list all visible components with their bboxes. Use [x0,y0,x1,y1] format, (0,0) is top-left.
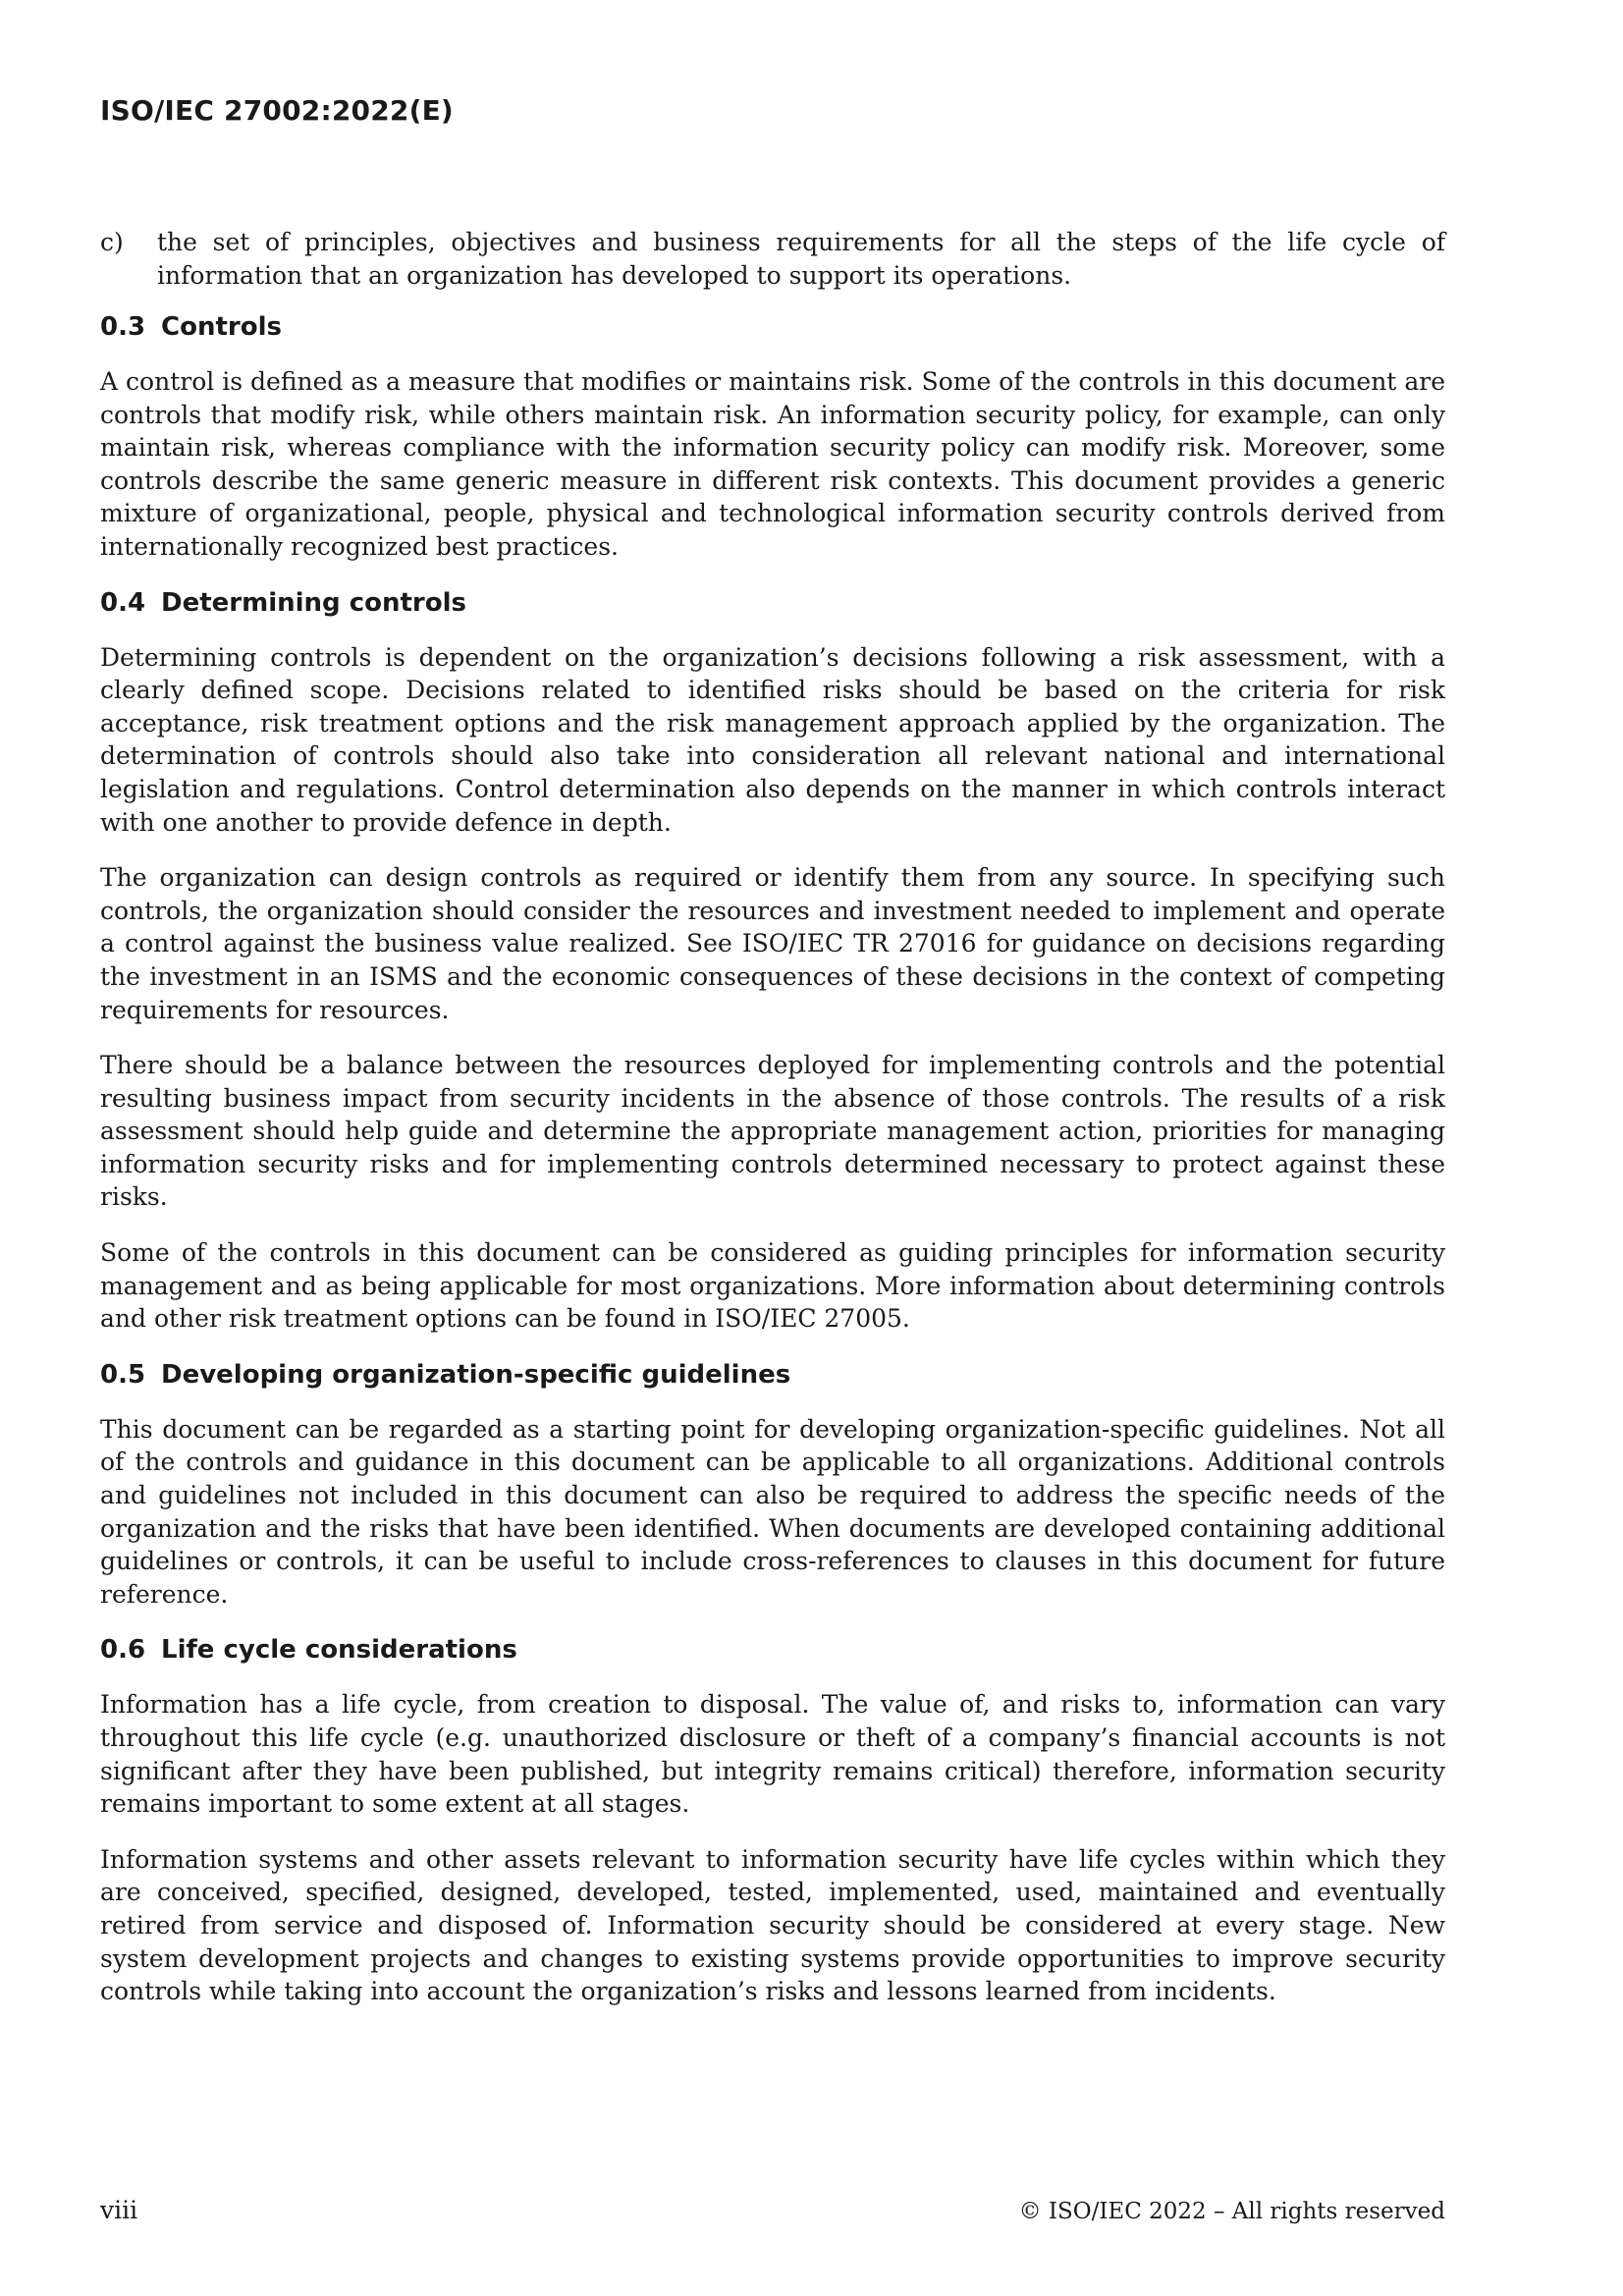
paragraph: There should be a balance between the resources deployed for implementing controls and the potential resulting business impact from security incidents in the absence of those controls. The results of a risk assessment should help guide and determine the appropriate management action, priorities for managing information security risks and for implementing controls determined necessary to protect against these risks. [100,1051,1445,1212]
section-number: 0.6 [100,1635,146,1666]
paragraph: Determining controls is dependent on the organization’s decisions following a risk assessment, with a clearly defined scope. Decisions related to identified risks should be based on the criteria for risk acceptance, risk treatment options and the risk management approach applied by the organization. The determination of controls should also take into consideration all relevant national and international legislation and regulations. Control determination also depends on the manner in which controls interact with one another to provide defence in depth. [100,642,1445,837]
section-heading-0-5 [100,1358,1445,1392]
section-number: 0.4 [100,587,146,618]
section-number: 0.5 [100,1359,146,1390]
section-title: Developing organization-specific guidelines [161,1359,791,1390]
list-marker: c) [100,228,124,256]
paragraph: Some of the controls in this document can be considered as guiding principles for information security management and as being applicable for most organizations. More information about determining controls and other risk treatment options can be found in ISO/IEC 27005. [100,1238,1445,1334]
section-heading-0-6 [100,1633,1445,1667]
section-number: 0.3 [100,312,146,342]
paragraph: This document can be regarded as a starting point for developing organization-specific guidelines. Not all of the controls and guidance in this document can be applicable to all organizations. Additional controls and guidelines not included in this document can also be required to address the specific needs of the organization and the risks that have been identified. When documents are developed containing additional guidelines or controls, it can be useful to include cross-references to clauses in this document for future reference. [100,1414,1445,1609]
list-item-c [100,226,1445,293]
page-number: viii [100,2196,138,2224]
section-title: Life cycle considerations [161,1635,517,1666]
section-heading-0-3 [100,310,1445,344]
section-title: Controls [161,312,282,342]
document-header: ISO/IEC 27002:2022(E) [100,94,454,127]
list-item-text: the set of principles, objectives and business requirements for all the steps of the life cycle of information that an organization has developed to support its operations. [157,228,1445,290]
copyright-notice: © ISO/IEC 2022 – All rights reserved [1018,2199,1445,2224]
section-heading-0-4 [100,586,1445,620]
section-title: Determining controls [161,587,466,618]
document-footer [100,2196,1445,2224]
paragraph: The organization can design controls as required or identify them from any source. In specifying such controls, the organization should consider the resources and investment needed to implement and operate a control against the business value realized. See ISO/IEC TR 27016 for guidance on decisions regarding the investment in an ISMS and the economic consequences of these decisions in the context of competing requirements for resources. [100,863,1445,1024]
document-body [100,226,1445,2031]
paragraph: A control is defined as a measure that modifies or maintains risk. Some of the controls in this document are controls that modify risk, while others maintain risk. An information security policy, for example, can only maintain risk, whereas compliance with the information security policy can modify risk. Moreover, some controls describe the same generic measure in different risk contexts. This document provides a generic mixture of organizational, people, physical and technological information security controls derived from internationally recognized best practices. [100,367,1445,561]
paragraph: Information systems and other assets relevant to information security have life cycles within which they are conceived, specified, designed, developed, tested, implemented, used, maintained and eventually retired from service and disposed of. Information security should be considered at every stage. New system development projects and changes to existing systems provide opportunities to improve security controls while taking into account the organization’s risks and lessons learned from incidents. [100,1844,1445,2006]
paragraph: Information has a life cycle, from creation to disposal. The value of, and risks to, information can vary throughout this life cycle (e.g. unauthorized disclosure or theft of a company’s financial accounts is not significant after they have been published, but integrity remains critical) therefore, information security remains important to some extent at all stages. [100,1690,1445,1819]
